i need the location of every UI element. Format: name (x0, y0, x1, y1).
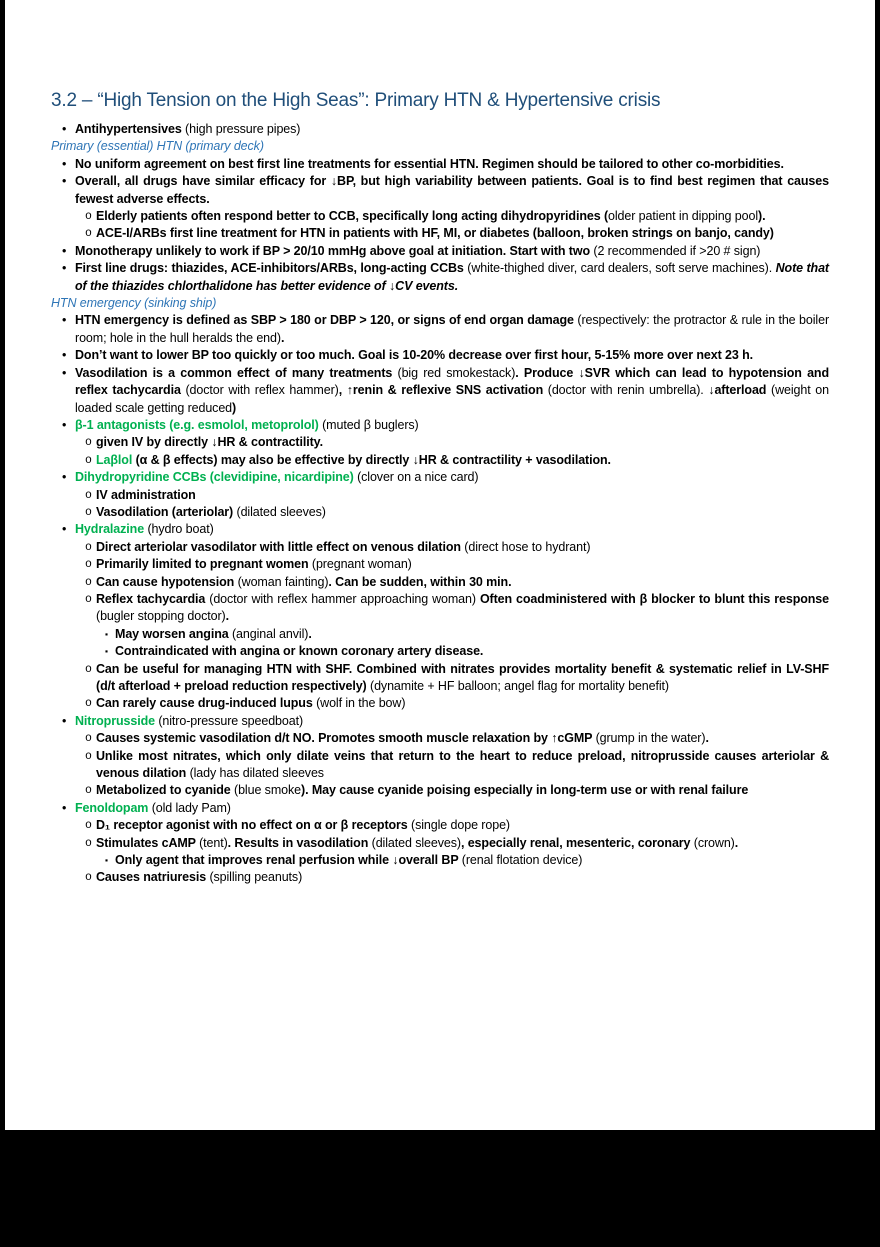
text-segment: (white-thighed diver, card dealers, soft serve machines). (467, 261, 776, 276)
text-segment: . Produce ↓SVR which can lead to hypotension and reflex tachycardia (75, 365, 829, 398)
text-segment: (old lady Pam) (151, 800, 231, 815)
list-item (51, 695, 829, 712)
text-segment: (dilated sleeves) (371, 835, 461, 850)
bullet-marker: o (85, 819, 92, 833)
text-segment: IV administration (96, 487, 196, 502)
text-segment: Direct arteriolar vasodilator with little effect on venous dilation (96, 539, 465, 554)
bullet-marker: • (62, 348, 67, 363)
list-item (51, 260, 829, 295)
text-segment: Nitroprusside (75, 713, 159, 728)
text-segment: . (225, 609, 229, 624)
bullet-marker: • (62, 800, 67, 815)
text-segment: Causes natriuresis (96, 870, 210, 885)
bullet-marker: o (85, 592, 92, 606)
text-segment: (direct hose to hydrant) (464, 539, 591, 554)
text-segment: given IV by directly ↓HR & contractility. (96, 435, 323, 450)
text-segment: . (308, 626, 312, 641)
list-item (51, 521, 829, 538)
text-segment: (single dope rope) (411, 818, 510, 833)
bullet-marker: o (85, 732, 92, 746)
list-item (51, 748, 829, 783)
text-segment: (nitro-pressure speedboat) (158, 713, 304, 728)
bullet-marker: • (62, 313, 67, 328)
document-page (5, 0, 875, 1130)
bullet-marker: ▪ (105, 628, 108, 639)
list-item (51, 156, 829, 173)
list-item (51, 347, 829, 364)
bullet-marker: o (85, 210, 92, 224)
text-segment: (weight on loaded scale getting reduced (75, 383, 829, 415)
text-segment: . (705, 731, 709, 746)
bullet-marker: ▪ (105, 855, 108, 866)
bullet-marker: o (85, 227, 92, 241)
text-segment: (renal flotation device) (461, 853, 583, 868)
text-segment: Vasodilation (arteriolar) (96, 504, 237, 519)
bullet-marker: ▪ (105, 646, 108, 657)
list-item (51, 800, 829, 817)
text-segment: Only agent that improves renal perfusion while ↓overall BP (115, 853, 462, 868)
list-item (51, 556, 829, 573)
list-item (51, 504, 829, 521)
text-segment: ↓afterload (708, 383, 771, 398)
bullet-marker: o (85, 436, 92, 450)
text-segment: HTN emergency is defined as SBP > 180 or DBP > 120, or signs of end organ damage (75, 313, 578, 328)
bullet-marker: • (62, 122, 67, 136)
bullet-marker: o (85, 453, 92, 467)
text-segment: . (734, 835, 739, 850)
list-item (51, 434, 829, 451)
list-item (51, 417, 829, 434)
text-segment: ACE-I/ARBs first line treatment for HTN in patients with HF, MI, or diabetes (balloon, broken strings on banjo, candy) (96, 226, 774, 241)
text-segment: (doctor with renin umbrella). (547, 383, 709, 398)
text-segment: (2 recommended if >20 # sign) (593, 243, 761, 258)
text-segment: (spilling peanuts) (209, 870, 303, 885)
section-heading (51, 138, 829, 155)
text-segment: ). May cause cyanide poising especially in long-term use or with renal failure (301, 783, 749, 798)
text-segment: D₁ receptor agonist with no effect on α or β receptors (96, 818, 412, 833)
text-segment: (grump in the water) (595, 731, 706, 746)
list-item (51, 591, 829, 626)
bullet-marker: o (85, 836, 92, 850)
text-segment: Don’t want to lower BP too quickly or too much. Goal is 10-20% decrease over first hour, 5-15% more over next 23 h. (75, 348, 754, 363)
bullet-marker: o (85, 488, 92, 502)
bullet-marker: o (85, 558, 92, 572)
bullet-marker: o (85, 662, 92, 676)
bullet-marker: o (85, 505, 92, 519)
list-item (51, 121, 829, 138)
bullet-marker: • (62, 365, 67, 380)
text-segment: , ↑renin & reflexive SNS activation (338, 383, 548, 398)
text-segment: Contraindicated with angina or known coronary artery disease. (115, 644, 484, 659)
text-segment: (respectively: the protractor & rule in the boiler room; hole in the hull heralds the end) (75, 313, 830, 345)
list-item (51, 730, 829, 747)
text-segment: Can cause hypotension (96, 574, 238, 589)
text-segment: (anginal anvil) (231, 626, 309, 641)
bullet-marker: • (62, 470, 67, 485)
text-segment: Monotherapy unlikely to work if BP > 20/10 mmHg above goal at initiation. Start with two (75, 243, 594, 258)
bullet-marker: o (85, 871, 92, 885)
list-item (51, 208, 829, 225)
text-segment: Laβlol (96, 452, 136, 467)
text-segment: (pregnant woman) (311, 557, 412, 572)
list-item (51, 713, 829, 730)
text-segment: . Results in vasodilation (227, 835, 372, 850)
text-segment: (tent) (199, 835, 228, 850)
text-segment: (woman fainting) (237, 574, 329, 589)
bullet-marker: o (85, 749, 92, 763)
list-item (51, 869, 829, 886)
bullet-marker: • (62, 417, 67, 432)
bullet-marker: • (62, 243, 67, 258)
text-segment: ). (758, 209, 766, 224)
text-segment: Dihydropyridine CCBs (clevidipine, nicardipine) (75, 470, 358, 485)
text-segment: (lady has dilated sleeves (189, 766, 324, 781)
list-item (51, 852, 829, 869)
list-item (51, 661, 829, 696)
list-item (51, 173, 829, 208)
text-segment: Antihypertensives (75, 122, 186, 136)
bullet-marker: o (85, 697, 92, 711)
list-item (51, 574, 829, 591)
list-item (51, 243, 829, 260)
text-segment: Metabolized to cyanide (96, 783, 235, 798)
bullet-marker: • (62, 261, 67, 276)
document-content-area (5, 0, 875, 887)
bullet-marker: • (62, 522, 67, 537)
list-item (51, 643, 829, 660)
text-segment: Reflex tachycardia (96, 591, 210, 606)
text-segment: Can be useful for managing HTN with SHF. Combined with nitrates provides mortality benefit & systematic relief in LV-SHF (d/t afterload + preload reduction respectively) (96, 661, 829, 693)
text-segment: . (280, 330, 285, 345)
text-segment: Note that of the thiazides chlorthalidone has better evidence of ↓CV events. (75, 261, 829, 293)
list-item (51, 817, 829, 834)
list-item (51, 487, 829, 504)
text-segment: First line drugs: thiazides, ACE-inhibitors/ARBs, long-acting CCBs (75, 261, 468, 276)
text-segment: Vasodilation is a common effect of many treatments (75, 365, 398, 380)
text-segment: (dynamite + HF balloon; angel flag for mortality benefit) (370, 679, 669, 693)
text-segment: Elderly patients often respond better to CCB, specifically long acting dihydropyridines ( (96, 209, 609, 224)
text-segment: Overall, all drugs have similar efficacy for ↓BP, but high variability between patients. Goal is to find best regimen that causes fewest adverse effects. (75, 174, 829, 206)
list-item (51, 452, 829, 469)
text-segment: HTN emergency (sinking ship) (51, 296, 217, 311)
text-segment: (clover on a nice card) (357, 470, 479, 485)
text-segment: Unlike most nitrates, which only dilate veins that return to the heart to reduce preload, nitroprusside causes arteriolar & venous dilation (96, 748, 829, 781)
bullet-marker: o (85, 784, 92, 798)
list-item (51, 626, 829, 643)
text-segment: Often coadministered with β blocker to blunt this response (479, 591, 830, 606)
text-segment: (doctor with reflex hammer) (185, 383, 339, 398)
bullet-marker: o (85, 540, 92, 554)
text-segment: (high pressure pipes) (185, 122, 301, 136)
section-heading (51, 295, 829, 312)
text-segment: . Can be sudden, within 30 min. (328, 574, 512, 589)
list-item (51, 782, 829, 799)
text-segment: Stimulates cAMP (96, 835, 200, 850)
text-segment: Can rarely cause drug-induced lupus (96, 696, 317, 711)
list-item (51, 312, 829, 347)
bullet-marker: o (85, 575, 92, 589)
text-segment: β-1 antagonists (e.g. esmolol, metoprolol) (75, 417, 323, 432)
list-item (51, 835, 829, 852)
text-segment: (muted β buglers) (322, 417, 419, 432)
bullet-marker: • (62, 713, 67, 728)
text-segment: ) (232, 400, 237, 415)
document-content (51, 121, 829, 887)
bullet-marker: • (62, 174, 67, 189)
text-segment: No uniform agreement on best first line treatments for essential HTN. Regimen should be tailored to other co-morbidities. (75, 156, 784, 171)
list-item (51, 225, 829, 242)
list-item (51, 365, 829, 417)
text-segment: Primarily limited to pregnant women (96, 557, 312, 572)
bullet-marker: • (62, 156, 67, 171)
text-segment: older patient in dipping pool (608, 209, 759, 224)
list-item (51, 539, 829, 556)
page-title: 3.2 – “High Tension on the High Seas”: Primary HTN & Hypertensive crisis (51, 90, 661, 111)
text-segment: (crown) (693, 835, 735, 850)
text-segment: , especially renal, mesenteric, coronary (460, 835, 694, 850)
text-segment: May worsen angina (115, 626, 232, 641)
text-segment: (hydro boat) (147, 522, 214, 537)
text-segment: Primary (essential) HTN (primary deck) (51, 139, 264, 154)
text-segment: Hydralazine (75, 522, 148, 537)
text-segment: (wolf in the bow) (316, 696, 406, 711)
text-segment: (α & β effects) may also be effective by directly ↓HR & contractility + vasodilation. (135, 452, 611, 467)
text-segment: (doctor with reflex hammer approaching woman) (209, 591, 480, 606)
text-segment: (big red smokestack) (397, 365, 516, 380)
text-segment: (dilated sleeves) (236, 504, 326, 519)
list-item (51, 469, 829, 486)
text-segment: Fenoldopam (75, 800, 152, 815)
text-segment: (bugler stopping doctor) (96, 609, 226, 624)
text-segment: Causes systemic vasodilation d/t NO. Promotes smooth muscle relaxation by ↑cGMP (96, 731, 596, 746)
text-segment: (blue smoke (234, 783, 302, 798)
